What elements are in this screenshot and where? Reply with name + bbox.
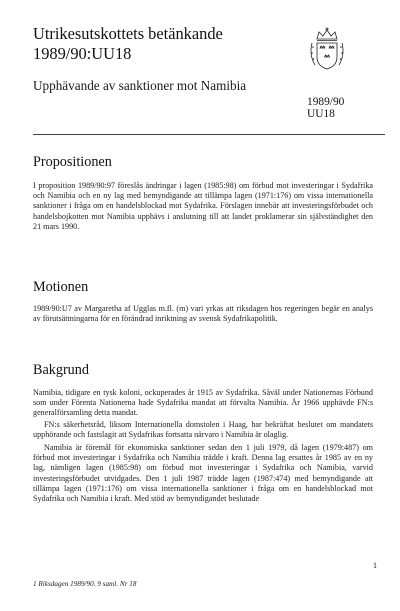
header-divider	[33, 134, 385, 135]
reference-code: UU18	[307, 108, 335, 120]
page-number: 1	[373, 561, 377, 570]
coat-of-arms-emblem	[307, 27, 347, 71]
footer-citation: 1 Riksdagen 1989/90. 9 saml. Nr 18	[33, 580, 137, 588]
document-title: Utrikesutskottets betänkande	[33, 24, 223, 43]
section-heading-bakgrund: Bakgrund	[33, 362, 89, 378]
document-subtitle: Upphävande av sanktioner mot Namibia	[33, 78, 247, 93]
section-paragraph: Namibia, tidigare en tysk koloni, ockuperades år 1915 av Sydafrika. Såväl under Nationernas Förbund som under Förenta Nationerna hade Sydafrika mandat att förvalta Namibia. År 1966 upphävde FN:s generalförsamling detta mandat.	[33, 388, 373, 418]
section-paragraph: 1989/90:U7 av Margaretha af Ugglas m.fl. (m) vari yrkas att riksdagen hos regeringen begär en analys av förutsättningarna för en förändrad inriktning av svensk Sydafrikapolitik.	[33, 304, 373, 324]
section-paragraph: FN:s säkerhetsråd, liksom Internationella domstolen i Haag, har bekräftat beslutet om mandatets upphörande och fastslagit att Sydafrikas fortsatta närvaro i Namibia är olaglig.	[33, 420, 373, 440]
section-paragraph: Namibia är föremål för ekonomiska sanktioner sedan den 1 juli 1979, då lagen (1979:487) om förbud mot investeringar i Sydafrika och Namibia trädde i kraft. Denna lag ersattes år 1985 av en ny lag, nämligen lagen (1985:98) om förbud mot investeringar i Sydafrika och Namibia, varvid investeringsförbudet utvidgades. Den 1 juli 1987 trädde lagen (1987:474) med bemyndigande att tillämpa lagen (1971:176) om vissa internationella sanktioner i fråga om en handelsblockad mot Sydafrika och Namibia i kraft. Med stöd av bemyndigandet beslutade	[33, 443, 373, 504]
document-number: 1989/90:UU18	[33, 44, 132, 63]
section-paragraph: I proposition 1989/90:97 föreslås ändringar i lagen (1985:98) om förbud mot investeringar i Sydafrika och Namibia och en ny lag med bemyndigande att tillämpa lagen (1971:176) om vissa internationella sanktioner i fråga om en handelsblockad mot Sydafrika. Förslagen innebär att investeringsförbudet och handelsbojkotten mot Namibia upphävs i anslutning till att landet proklamerar sin självständighet den 21 mars 1990.	[33, 181, 373, 231]
section-heading-propositionen: Propositionen	[33, 154, 112, 170]
section-heading-motionen: Motionen	[33, 279, 89, 295]
reference-year: 1989/90	[307, 96, 345, 108]
